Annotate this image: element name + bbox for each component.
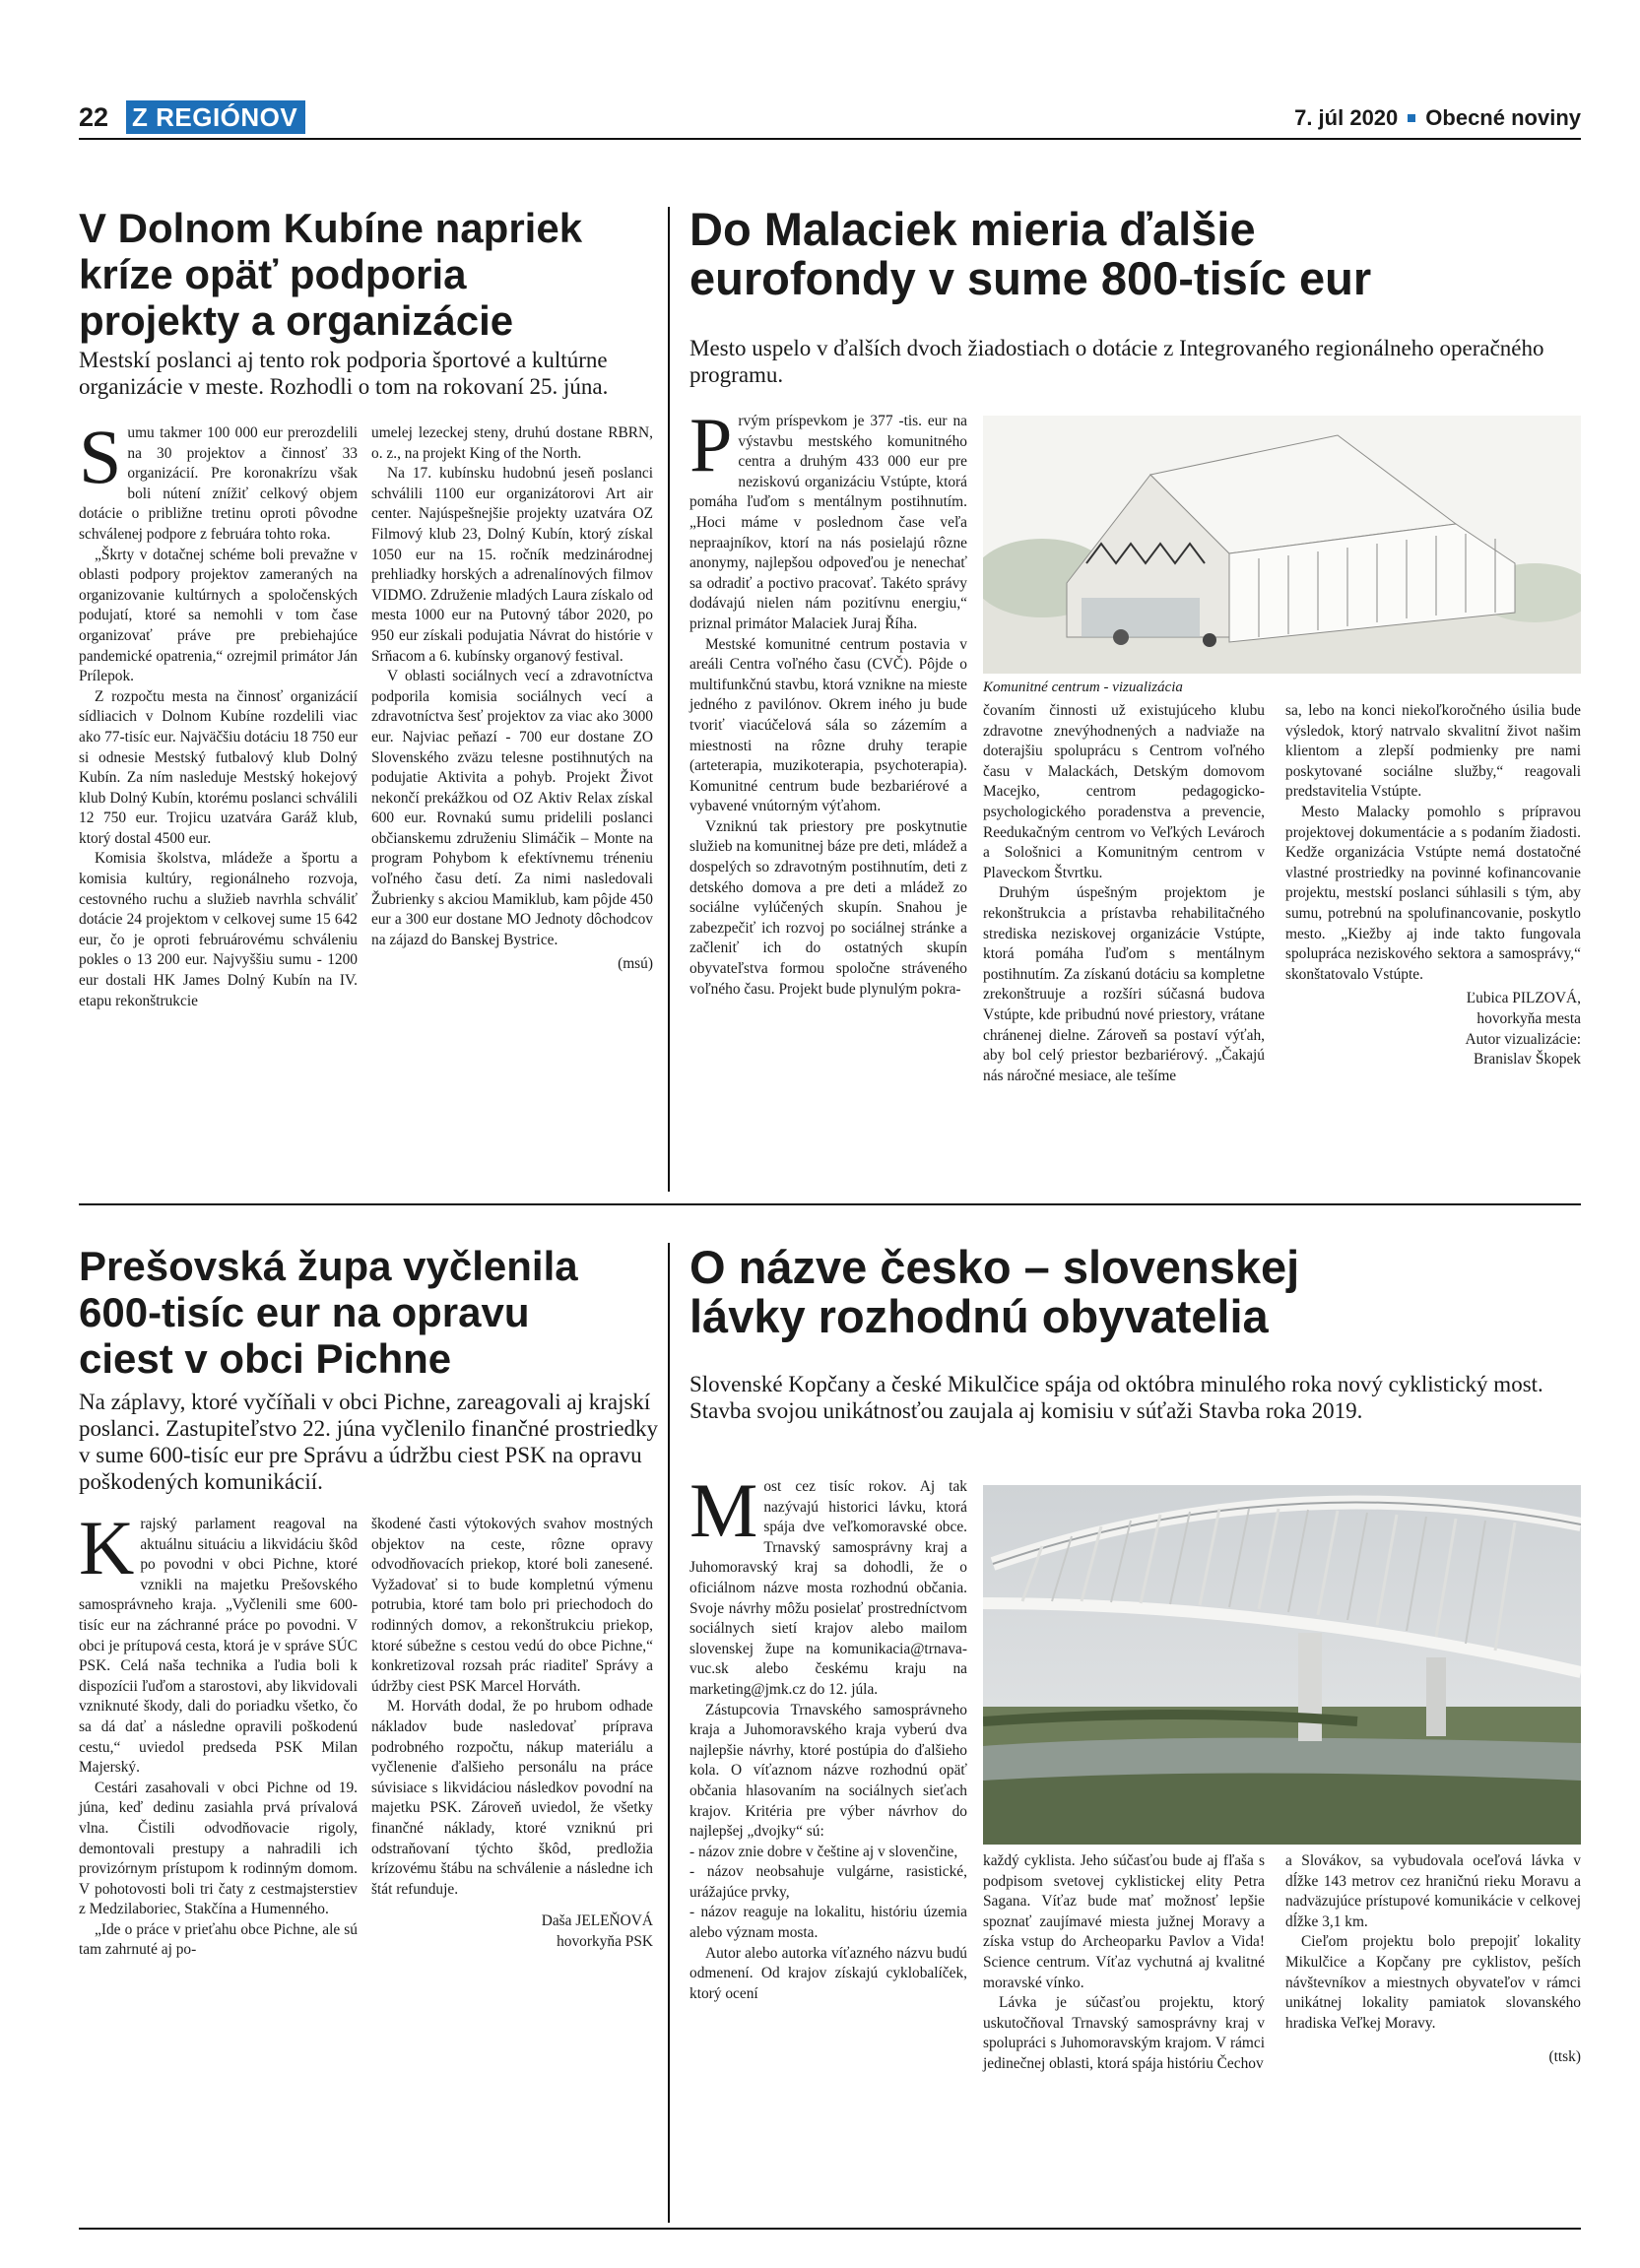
paragraph: Cieľom projektu bolo prepojiť lokality Mikulčice a Kopčany pre cyklistov, peších návštevníkov a miestnych obyvateľov v rámci unikátnej lokality pamiatok slovanského hradiska Veľkej Moravy. (1285, 1933, 1581, 2032)
article-lede: Slovenské Kopčany a české Mikulčice spája od októbra minulého roka nový cyklistický most. Stavba svojou unikátnosťou zaujala aj komisiu v súťaži Stavba roka 2019. (689, 1372, 1543, 1423)
author-name: Ľubica PILZOVÁ, (1466, 990, 1581, 1007)
article-lavka (689, 1243, 1581, 1341)
article-column (983, 1851, 1265, 2075)
paragraph: sa, lebo na konci niekoľkoročného úsilia bude výsledok, ktorý natrvalo skvalitní život našim klientom a zlepší podmienky pre nami poskytované sociálne služby,“ reagovali predstavitelia Vstúpte. (1285, 702, 1581, 801)
paragraph: V oblasti sociálnych vecí a zdravotníctva podporila komisia sociálnych vecí a zdravotníctva šesť projektov za viac ako 3000 eur. Najviac peňazí - 700 eur dostane ZO Slovenského zväzu telesne postihnutých na podujatie Aktivita a pohyb. Projekt Život nekončí prekážkou od OZ Aktiv Relax získal 600 eur. Rovnakú sumu pridelili poslanci občianskemu združeniu Slimáčik – Monte na program Pohybom k efektívnemu tréneniu voľného času detí. Za nimi nasledovali Žubrienky s akciou Mamiklub, kam pôjde 450 eur a 300 eur dostane MO Jednoty dôchodcov na zájazd do Banskej Bystrice. (371, 668, 653, 948)
article-column (1285, 701, 1581, 1070)
headline (689, 1243, 1581, 1341)
paragraph: každý cyklista. Jeho súčasťou bude aj fľaša s podpisom svetovej cyklistickej elity Petra Sagana. Víťaz bude mať možnosť lepšie spoznať zaujímavé miesta južnej Moravy a získa vstup do Archeoparku Pavlov a Vida! Science centrum. Víťaz vychutná aj kvalitné moravské vínko. (983, 1852, 1265, 1991)
column-rule (668, 207, 670, 1192)
article-column (371, 423, 653, 975)
bridge-photo (983, 1485, 1581, 1845)
column-rule (668, 1243, 670, 2223)
author-role: hovorkyňa mesta (1476, 1009, 1581, 1027)
bridge-illustration (983, 1485, 1581, 1845)
signature: (msú) (618, 955, 653, 973)
headline-text: O názve česko – slovenskej lávky rozhodnú obyvatelia (689, 1241, 1300, 1342)
dropcap: K (79, 1505, 135, 1590)
article-column (79, 1505, 358, 1961)
headline-text: V Dolnom Kubíne napriek kríze opäť podporia projekty a organizácie (79, 205, 583, 344)
paragraph: Vzniknú tak priestory pre poskytnutie služieb na komunitnej báze pre deti, mládež a dospelých so zdravotným postihnutím, deti z detského domova a pre deti a mládež zo sociálne vylúčených skupín. Snahou je zabezpečiť ich rozvoj po sociálnej stránke a začleniť ich do ostatných skupín obyvateľstva formou spoločne stráveného voľného času. Projekt bude plynulým pokra- (689, 817, 967, 998)
paragraph: Z rozpočtu mesta na činnosť organizácií sídliacich v Dolnom Kubíne rozdelili viac ako 77-tisíc eur. Najväčšiu dotáciu 18 750 eur si odnesie Mestský futbalový klub Dolný Kubín. Za ním nasleduje Mestský hokejový klub Dolný Kubín, ktorému poslanci schválili 12 750 eur. Trojicu uzatvára Garáž klub, ktorý dostal 4500 eur. (79, 687, 358, 847)
paragraph: umu takmer 100 000 eur prerozdelili na 30 projektov a činnosť 33 organizácií. Pre koronakrízu však boli nútení znížiť celkový objem dotácie o približne tretinu oproti pôvodne schválenej podpore z februára tohto roka. (79, 424, 358, 543)
list-item: - názov znie dobre v češtine aj v slovenčine, (689, 1843, 958, 1860)
footer-rule (79, 2228, 1581, 2230)
dropcap: P (689, 402, 733, 487)
article-column (689, 1467, 967, 2004)
signature (371, 1912, 653, 1952)
signature: (ttsk) (1548, 2048, 1581, 2066)
paragraph: „Škrty v dotačnej schéme boli prevažne v oblasti podpory projektov zameraných na organizovanie kultúrnych a spoločenských podujatí, ktoré sa nemohli v tom čase organizovať práve pre prebiehajúce pandemické opatrenia,“ ozrejmil primátor Ján Prílepok. (79, 546, 358, 685)
paragraph: Komisia školstva, mládeže a športu a komisia kultúry, regionálneho rozvoja, cestovného ruchu a služieb navrhla schváliť dotácie 24 projektom v celkovej sume 15 642 eur, čo je oproti februárovému schváleniu pokles o 13 200 eur. Najvyššiu sumu - 1200 eur dostali HK James Dolný Kubín na IV. etapu rekonštrukcie (79, 850, 358, 1009)
paragraph: Mesto Malacky pomohlo s prípravou projektovej dokumentácie a s podaním žiadosti. Kedže organizácia Vstúpte nemá dostatočné vlastné prostriedky na povinné kofinancovanie projektu, mestskí poslanci súhlasili s tým, aby sumu, potrebnú na spolufinancovanie, poskytlo mesto. „Kiežby aj inde takto fungovala spolupráca neziskového sektora a samosprávy,“ skonštatovalo Vstúpte. (1285, 803, 1581, 983)
page-number: 22 (79, 102, 109, 132)
paragraph: Autor alebo autorka víťazného názvu budú odmenení. Od krajov získajú cyklobalíček, ktorý ocení (689, 1944, 967, 2002)
dateline (1294, 105, 1581, 131)
paper-name: Obecné noviny (1425, 105, 1581, 130)
header-rule (79, 138, 1581, 140)
section-label: Z REGIÓNOV (126, 100, 305, 134)
section-rule (79, 1203, 1581, 1205)
author-role: hovorkyňa PSK (557, 1932, 653, 1950)
list-item: - názov neobsahuje vulgárne, rasistické, urážajúce prvky, (689, 1863, 967, 1901)
article-column (689, 402, 967, 1000)
credit-name: Branislav Škopek (1473, 1051, 1581, 1069)
paragraph: rvým príspevkom je 377 -tis. eur na výstavbu mestského komunitného centra a druhým 433 000 eur pre neziskovú organizáciu Vstúpte, ktorá pomáha ľuďom s mentálnym postihnutím. „Hoci máme v poslednom čase veľa nepraajníkov, ktorí na nás posielajú rôzne anonymy, najlepšou odpoveďou je nenechať sa odradiť a poctivo pracovať. Takéto správy dodávajú nielen nám pozitívnu energiu,“ priznal primátor Malaciek Juraj Říha. (689, 413, 967, 632)
paragraph: Mestské komunitné centrum postavia v areáli Centra voľného času (CVČ). Pôjde o multifunkčnú stavbu, ktorá vznikne na mieste jedného z pavilónov. Okrem iného ju bude tvoriť viacúčelová sála so zázemím a miestnosti na rôzne druhy terapie (arteterapia, muzikoterapia, psychoterapia). Komunitné centrum bude bezbariérové a vybavené vnútorným výťahom. (689, 635, 967, 815)
headline (79, 1243, 660, 1382)
article-column (79, 414, 358, 1011)
separator-bullet (1408, 114, 1415, 122)
paragraph: Cestári zasahovali v obci Pichne od 19. júna, keď dedinu zasiahla prvá prívalová vlna. Čistili odvodňovacie rigoly, demontovali prestupy a nahradili ich provizórnym prístupom k rodinným domom. V pohotovosti boli tri čaty z cestmajsterstiev z Medzilaboriec, Stakčína a Humenného. (79, 1779, 358, 1918)
photo-caption: Komunitné centrum - vizualizácia (983, 680, 1183, 695)
author-name: Daša JELEŇOVÁ (541, 1912, 653, 1930)
dropcap: S (79, 414, 122, 499)
paragraph: Druhým úspešným projektom je rekonštrukcia a prístavba rehabilitačného strediska neziskovej organizácie Vstúpte, ktorá pomáha ľuďom s mentálnym postihnutím. Za získanú dotáciu sa kompletne zrekonštruuje a rozšíri súčasná budova Vstúpte, kde pribudnú nové priestory, vrátane chránenej dielne. Zároveň sa postaví výťah, aby bol celý priestor bezbariérový. „Čakajú nás náročné mesiace, ale tešíme (983, 884, 1265, 1084)
list-item: - názov reaguje na lokalitu, históriu územia alebo význam mosta. (689, 1904, 967, 1942)
paragraph: M. Horváth dodal, že po hrubom odhade nákladov bude nasledovať príprava podrobného rozpočtu, nákup materiálu a vyčlenenie ďalšieho personálu na práce súvisiace s likvidáciou následkov povodní na majetku PSK. Zároveň uviedol, že všetky finančné náklady, ktoré vzniknú pri odstraňovaní týchto škôd, predložia krízovému štábu na schválenie a následne ich štát refunduje. (371, 1698, 653, 1898)
paragraph: Lávka je súčasťou projektu, ktorý uskutočňoval Trnavský samosprávny kraj v spolupráci s Juhomoravským krajom. V rámci jedinečnej oblasti, ktorá spája históriu Čechov (983, 1994, 1265, 2072)
article-lede: Na záplavy, ktoré vyčíňali v obci Pichne, zareagovali aj krajskí poslanci. Zastupiteľstvo 22. júna vyčlenilo finančné prostriedky v sume 600-tisíc eur pre Správu a údržbu ciest PSK na opravu poškodených komunikácií. (79, 1390, 659, 1494)
paragraph: rajský parlament reagoval na aktuálnu situáciu a likvidáciu škôd po povodni v obci Pichne, ktoré vznikli na majetku Prešovského samosprávneho kraja. „Vyčlenili sme 600-tisíc eur na záchranné práce po povodni. V obci je prítupová cesta, ktorá je v správe SÚC PSK. Celá naša technika a ľudia boli k dispozícii ľuďom a starostovi, aby likvidovali vzniknuté škody, dali do poriadku všetko, čo sa dá dať a následne opravili poškodenú cestu,“ uviedol predseda PSK Milan Majerský. (79, 1516, 358, 1777)
dropcap: M (689, 1467, 758, 1553)
signature (1285, 989, 1581, 1069)
community-center-visualization (983, 416, 1581, 674)
paragraph: Zástupcovia Trnavského samosprávneho kraja a Juhomoravského kraja vyberú dva najlepšie návrhy, ktoré postúpia do ďalšieho kola. O víťaznom názve rozhodnú opäť občania hlasovaním na sociálnych sieťach krajov. Kritéria pre výber návrhov do najlepšej „dvojky“ sú: (689, 1701, 967, 1841)
paragraph: škodené časti výtokových svahov mostných objektov na ceste, rôzne opravy odvodňovacích priekop, ktoré boli zanesené. Vyžadovať si to bude kompletnú výmenu potrubia, ktoré tam bolo pri priechodoch do rodinných domov, a rekonštrukciu priekop, ktoré súbežne s cestou vedú do obce Pichne,“ konkretizoval rozsah prác riaditeľ Správy a údržby ciest PSK Marcel Horváth. (371, 1516, 653, 1695)
article-lede: Mestskí poslanci aj tento rok podporia športové a kultúrne organizácie v meste. Rozhodli o tom na rokovaní 25. júna. (79, 348, 609, 399)
paragraph: „Ide o práce v prieťahu obce Pichne, ale sú tam zahrnuté aj po- (79, 1920, 358, 1959)
article-dolny-kubin (79, 205, 660, 344)
paragraph: ost cez tisíc rokov. Aj tak nazývajú historici lávku, ktorá spája dve veľkomoravské obce. Trnavský samosprávny kraj a Juhomoravský kraj sa dohodli, že o oficiálnom názve mosta rozhodnú občania. Svoje návrhy môžu posielať prostredníctvom sociálnych sietí krajov alebo mailom slovenskej župe na komunikacia@trnava-vuc.sk alebo českému kraju na marketing@jmk.cz do 12. júla. (689, 1478, 967, 1698)
paragraph: umelej lezeckej steny, druhú dostane RBRN, o. z., na projekt King of the North. (371, 424, 653, 462)
headline (79, 205, 660, 344)
paragraph: a Slovákov, sa vybudovala oceľová lávka v dĺžke 143 metrov cez hraničnú rieku Moravu a nadväzujúce prístupové komunikácie v celkovej dĺžke 3,1 km. (1285, 1852, 1581, 1930)
building-illustration (983, 416, 1581, 674)
article-malacky (689, 205, 1581, 303)
paragraph: Na 17. kubínsku hudobnú jeseň poslanci schválili 1100 eur organizátorovi Art air center. Najúspešnejšie projekty uzatvára OZ Filmový klub 23, Dolný Kubín, ktorý získal 1050 eur na 15. ročník medzinárodnej prehliadky horských a adrenalínových filmov VIDMO. Združenie mladých Laura získalo od mesta 1000 eur na Putovný tábor 2020, po 950 eur získali podujatia Návrat do histórie v Srňacom a 6. kubínsky organový festival. (371, 465, 653, 665)
headline-text: Prešovská župa vyčlenila 600-tisíc eur na opravu ciest v obci Pichne (79, 1243, 578, 1382)
paragraph: čovaním činnosti už existujúceho klubu zdravotne znevýhodnených a nadviaže na doterajšiu spoluprácu s Centrom voľného času v Malackách, Detským domovom Macejko, centrom pedagogicko-psychologického poradenstva a prevencie, Reedukačným centrom vo Veľkých Levároch a Sološnici a Komunitným centrom v Plaveckom Štvrtku. (983, 702, 1265, 881)
issue-date: 7. júl 2020 (1294, 105, 1399, 130)
headline (689, 205, 1581, 303)
article-presov (79, 1243, 660, 1382)
article-column (1285, 1851, 1581, 2068)
headline-text: Do Malaciek mieria ďalšie eurofondy v sume 800-tisíc eur (689, 203, 1372, 304)
article-column (983, 701, 1265, 1086)
article-column (371, 1515, 653, 1952)
article-lede: Mesto uspelo v ďalších dvoch žiadostiach o dotácie z Integrovaného regionálneho operačného programu. (689, 336, 1544, 387)
credit-label: Autor vizualizácie: (1465, 1030, 1581, 1048)
